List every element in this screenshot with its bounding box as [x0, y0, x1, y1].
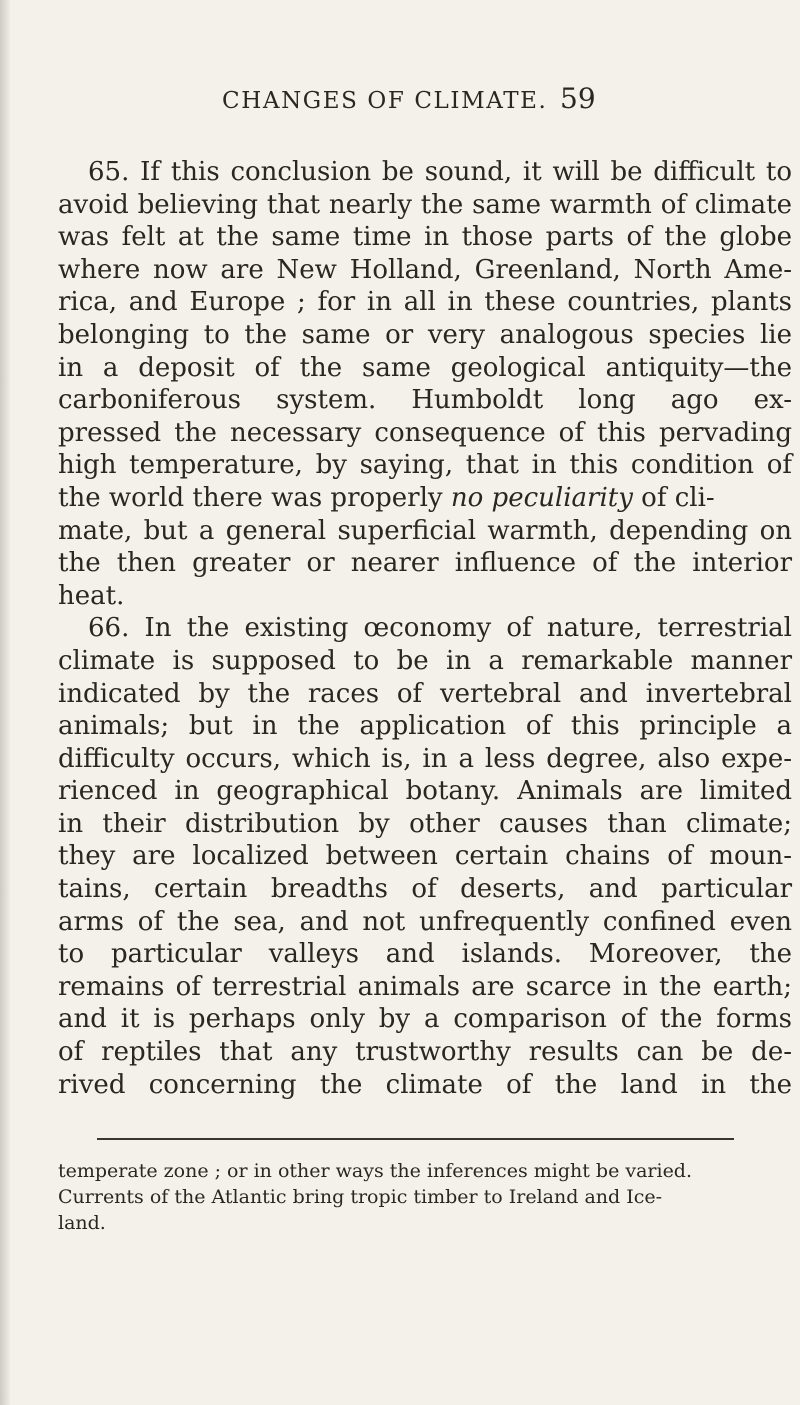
- text-fragment: the world there was properly: [58, 482, 451, 513]
- footnote-line: temperate zone ; or in other ways the inferences might be varied.: [58, 1160, 693, 1182]
- text-line-with-italic: [58, 482, 792, 515]
- main-text: [58, 156, 792, 1101]
- page-number: 59: [560, 82, 596, 115]
- text-line: rica, and Europe ; for in all in these countries, plants: [58, 287, 792, 318]
- text-line: tains, certain breadths of deserts, and particular: [58, 874, 792, 905]
- text-line: the then greater or nearer influence of the interior: [58, 548, 792, 579]
- text-line: pressed the necessary consequence of this pervading: [58, 417, 792, 448]
- text-line: arms of the sea, and not unfrequently confined even: [58, 906, 792, 937]
- text-line: indicated by the races of vertebral and invertebral: [58, 678, 792, 709]
- footnote-line: Currents of the Atlantic bring tropic timber to Ireland and Ice-: [58, 1186, 663, 1208]
- running-head: CHANGES OF CLIMATE.: [222, 88, 548, 114]
- text-line: avoid believing that nearly the same warmth of climate: [58, 189, 792, 220]
- text-line: remains of terrestrial animals are scarce in the earth;: [58, 971, 792, 1002]
- text-line: rived concerning the climate of the land in the: [58, 1069, 792, 1100]
- text-line: high temperature, by saying, that in this condition of: [58, 450, 792, 481]
- text-line: animals; but in the application of this principle a: [58, 711, 792, 742]
- footnote-divider: [97, 1138, 734, 1140]
- text-line: 66. In the existing œconomy of nature, terrestrial: [88, 613, 792, 644]
- footnote: [58, 1158, 734, 1236]
- text-line: in their distribution by other causes than climate;: [58, 808, 792, 839]
- text-line: carboniferous system. Humboldt long ago ex-: [58, 385, 792, 416]
- text-line: they are localized between certain chains of moun-: [58, 841, 792, 872]
- text-line: difficulty occurs, which is, in a less degree, also expe-: [58, 743, 792, 774]
- text-line: where now are New Holland, Greenland, North Ame-: [58, 254, 792, 285]
- text-line: rienced in geographical botany. Animals are limited: [58, 776, 792, 807]
- text-line: in a deposit of the same geological antiquity—the: [58, 352, 792, 383]
- text-line: heat.: [58, 580, 125, 611]
- italic-phrase: no peculiarity: [450, 482, 633, 513]
- text-line: was felt at the same time in those parts of the globe: [58, 222, 792, 253]
- text-line: and it is perhaps only by a comparison of the forms: [58, 1004, 792, 1035]
- footnote-line: land.: [58, 1212, 106, 1234]
- text-line: 65. If this conclusion be sound, it will be difficult to: [88, 157, 792, 187]
- text-line: belonging to the same or very analogous species lie: [58, 319, 792, 350]
- text-line: mate, but a general superficial warmth, depending on: [58, 515, 792, 546]
- text-line: to particular valleys and islands. Moreover, the: [58, 939, 792, 970]
- text-line: of reptiles that any trustworthy results can be de-: [58, 1037, 792, 1068]
- page-header: [0, 82, 800, 128]
- text-line: climate is supposed to be in a remarkable manner: [58, 645, 792, 676]
- page-edge-shadow: [0, 0, 10, 1405]
- text-fragment: of cli-: [632, 482, 715, 513]
